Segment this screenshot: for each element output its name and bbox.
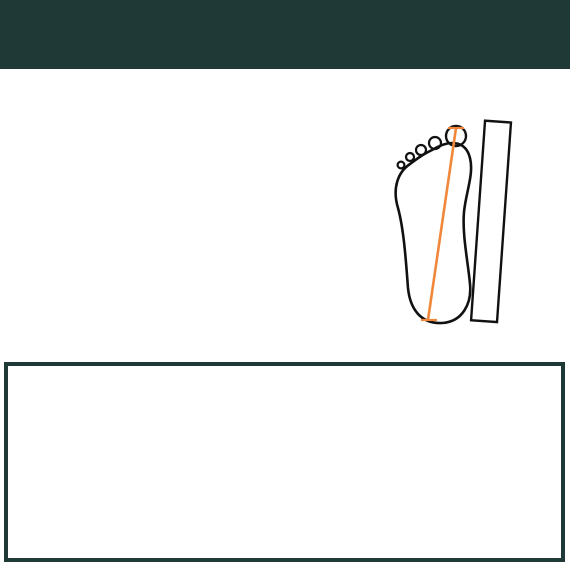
- foot-outline-icon: [396, 143, 471, 323]
- header-foot-length: [32, 124, 197, 140]
- foot-measure-illustration: [380, 112, 560, 334]
- size-table: [32, 124, 272, 142]
- toe-icon: [416, 145, 426, 155]
- toe-icon: [398, 162, 405, 169]
- size-table-header: [32, 124, 272, 140]
- tips-box: [4, 362, 565, 562]
- toe-icon: [406, 153, 414, 161]
- ruler-icon: [471, 121, 511, 322]
- title-bar: [0, 0, 570, 69]
- measure-line: [428, 128, 456, 320]
